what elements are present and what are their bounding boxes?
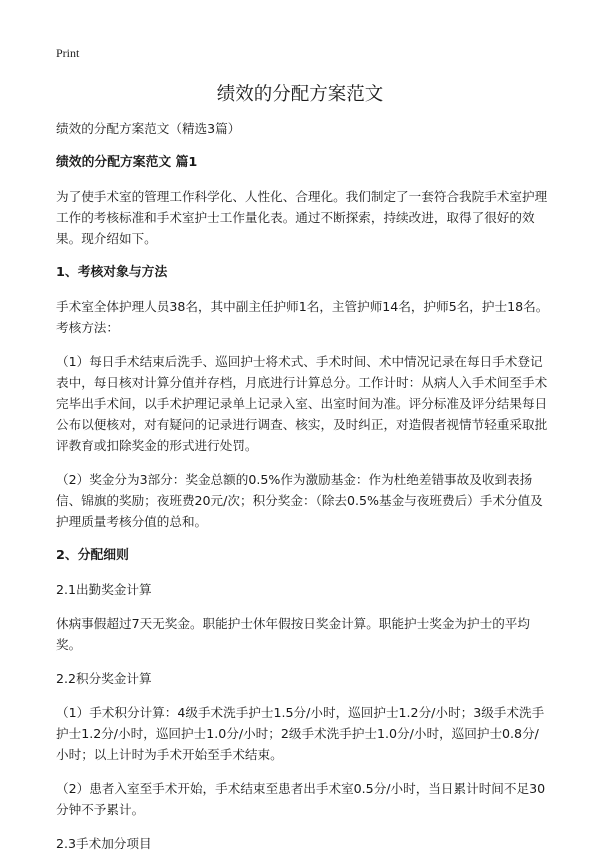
intro-paragraph: 为了使手术室的管理工作科学化、人性化、合理化。我们制定了一套符合我院手术室护理工作的考核标准和手术室护士工作量化表。通过不断探索，持续改进，取得了很好的效果。现介绍如下。 xyxy=(56,189,548,246)
heading-distribution: 2、分配细则 xyxy=(56,548,129,563)
paragraph-staff: 手术室全体护理人员38名，其中副主任护师1名，主管护师14名，护师5名，护士18名。考核方法： xyxy=(56,299,549,335)
paragraph-points-2: （2）患者入室至手术开始，手术结束至患者出手术室0.5分/小时，当日累计时间不足30分钟不予累计。 xyxy=(56,781,546,817)
paragraph-attendance: 休病事假超过7天无奖金。职能护士休年假按日奖金计算。职能护士奖金为护士的平均奖。 xyxy=(56,616,530,652)
paragraph-points-1: （1）手术积分计算：4级手术洗手护士1.5分/小时，巡回护士1.2分/小时；3级手术洗手护士1.2分/小时，巡回护士1.0分/小时；2级手术洗手护士1.0分/小时，巡回护士0.8分/小时；以上计时为手术开始至手术结束。 xyxy=(56,705,545,762)
subheading-points: 2.2积分奖金计算 xyxy=(56,671,152,686)
section-title: 绩效的分配方案范文 篇1 xyxy=(56,155,198,170)
document-subtitle: 绩效的分配方案范文（精选3篇） xyxy=(56,121,241,136)
print-link[interactable]: Print xyxy=(56,46,80,60)
page-title: 绩效的分配方案范文 xyxy=(216,84,384,105)
heading-assessment: 1、考核对象与方法 xyxy=(56,265,168,280)
subheading-attendance: 2.1出勤奖金计算 xyxy=(56,582,152,597)
document-body xyxy=(56,118,550,867)
paragraph-method-2: （2）奖金分为3部分：奖金总额的0.5%作为激励基金：作为杜绝差错事故及收到表扬信、锦旗的奖励；夜班费20元/次；积分奖金：（除去0.5%基金与夜班费后）手术分值及护理质量考核分值的总和。 xyxy=(56,472,543,529)
subheading-bonus: 2.3手术加分项目 xyxy=(56,836,152,851)
paragraph-method-1: （1）每日手术结束后洗手、巡回护士将术式、手术时间、术中情况记录在每日手术登记表中，每日核对计算分值并存档，月底进行计算总分。工作计时：从病人入手术间至手术完毕出手术间，以手术护理记录单上记录入室、出室时间为准。评分标准及评分结果每日公布以便核对，对有疑问的记录进行调查、核实，及时纠正，对造假者视情节轻重采取批评教育或扣除奖金的形式进行处罚。 xyxy=(56,354,548,453)
